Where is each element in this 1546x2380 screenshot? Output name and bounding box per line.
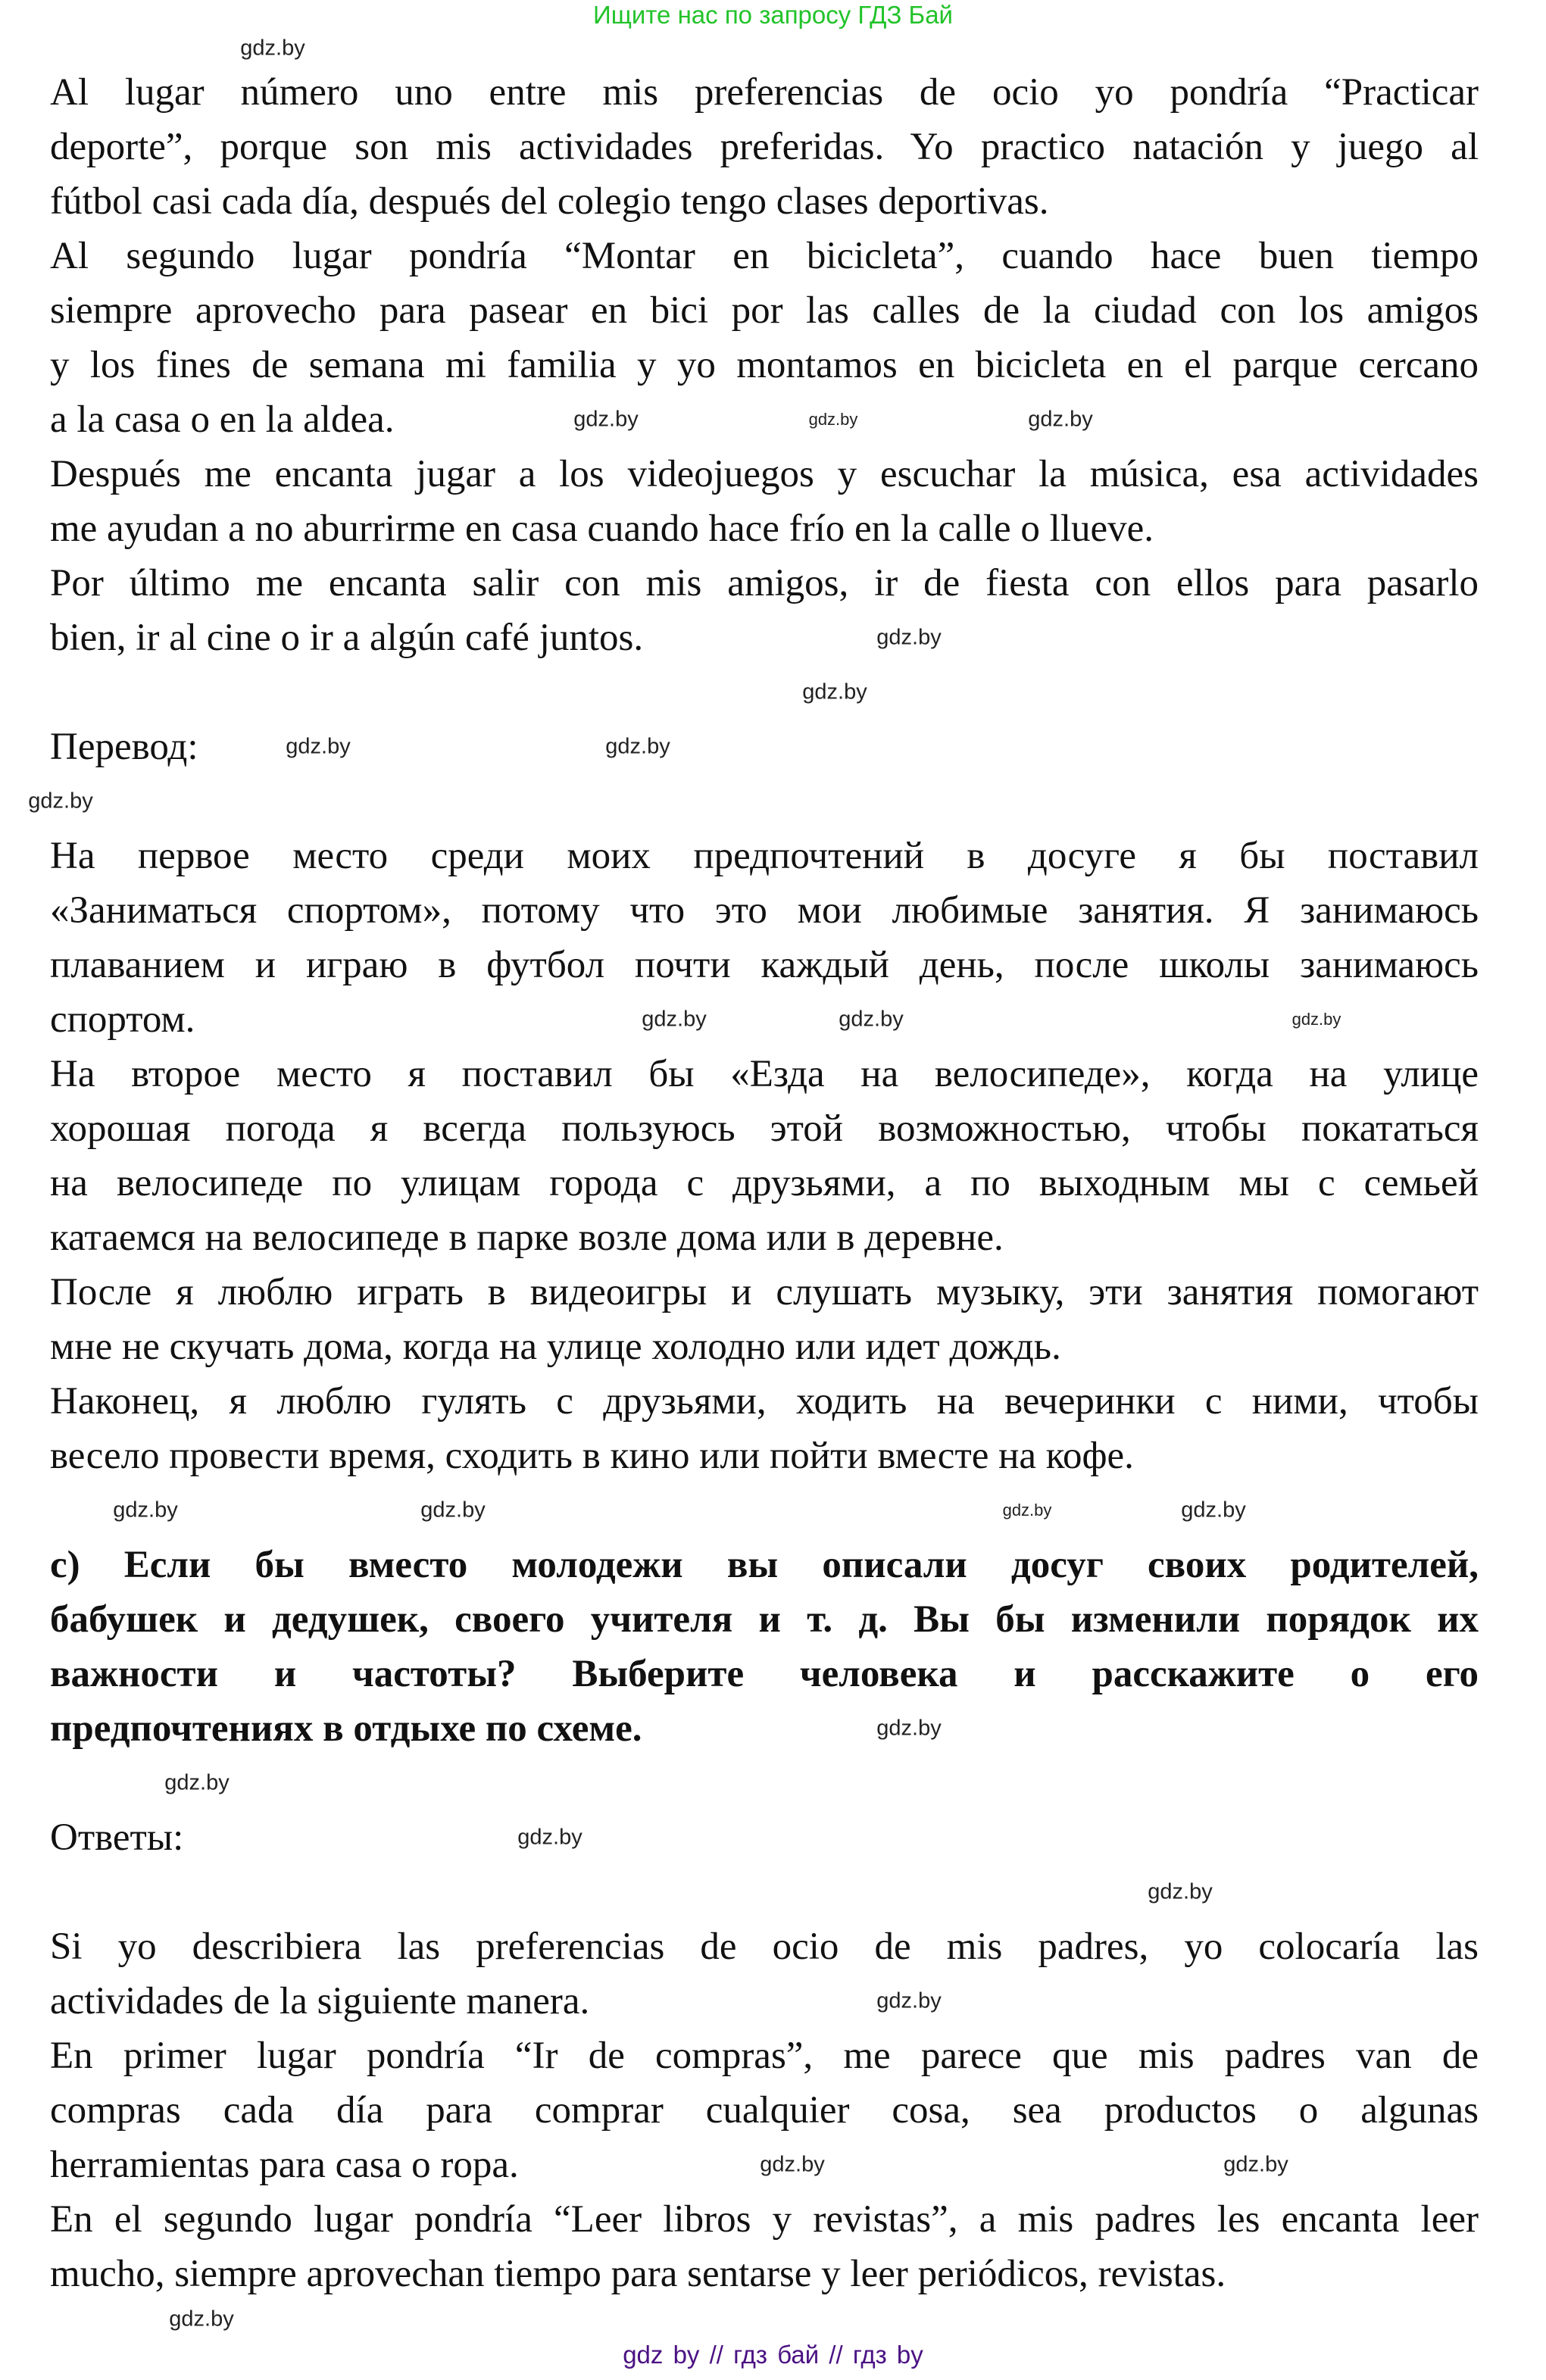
watermark: gdz.by bbox=[1291, 1010, 1341, 1029]
text-line: После я люблю играть в видеоигры и слушать музыку, эти занятия помогают bbox=[50, 1271, 1479, 1313]
search-banner[interactable]: Ищите нас по запросу ГДЗ Бай bbox=[593, 1, 953, 29]
text-line: herramientas para casa o ropa. bbox=[50, 2144, 519, 2186]
watermark: gdz.by bbox=[760, 2152, 825, 2177]
footer-links[interactable]: gdz by // гдз бай // гдз by bbox=[623, 2341, 923, 2369]
text-line: fútbol casi cada día, después del colegio tengo clases deportivas. bbox=[50, 180, 1049, 223]
watermark: gdz.by bbox=[286, 734, 351, 759]
text-line: плаванием и играю в футбол почти каждый день, после школы занимаюсь bbox=[50, 944, 1479, 986]
watermark: gdz.by bbox=[1002, 1501, 1052, 1520]
watermark: gdz.by bbox=[1148, 1879, 1213, 1904]
text-line: y los fines de semana mi familia y yo montamos en bicicleta en el parque cercano bbox=[50, 344, 1479, 386]
watermark: gdz.by bbox=[876, 1988, 942, 2013]
watermark: gdz.by bbox=[808, 410, 858, 429]
text-line: хорошая погода я всегда пользуюсь этой возможностью, чтобы покататься bbox=[50, 1107, 1479, 1150]
watermark: gdz.by bbox=[1181, 1498, 1246, 1523]
text-line: «Заниматься спортом», потому что это мои любимые занятия. Я занимаюсь bbox=[50, 889, 1479, 932]
watermark: gdz.by bbox=[240, 36, 305, 61]
text-line: Si yo describiera las preferencias de ocio de mis padres, yo colocaría las bbox=[50, 1926, 1479, 1968]
watermark: gdz.by bbox=[169, 2307, 234, 2332]
watermark: gdz.by bbox=[642, 1007, 707, 1032]
text-line: actividades de la siguiente manera. bbox=[50, 1980, 590, 2022]
text-line: siempre aprovecho para pasear en bici por las calles de la ciudad con los amigos bbox=[50, 289, 1479, 332]
text-line: bien, ir al cine o ir a algún café juntos. bbox=[50, 617, 644, 659]
blank-line bbox=[50, 1756, 1479, 1810]
text-line: на велосипеде по улицам города с друзьями, а по выходным мы с семьей bbox=[50, 1162, 1479, 1204]
text-line: Después me encanta jugar a los videojuegos y escuchar la música, esa actividades bbox=[50, 453, 1479, 495]
text-line: катаемся на велосипеде в парке возле дома или в деревне. bbox=[50, 1217, 1004, 1259]
text-line: En el segundo lugar pondría “Leer libros y revistas”, a mis padres les encanta leer bbox=[50, 2198, 1479, 2241]
text-line: важности и частоты? Выберите человека и расскажите о его bbox=[50, 1653, 1479, 1695]
blank-line bbox=[50, 1865, 1479, 1919]
text-line: предпочтениях в отдыхе по схеме. bbox=[50, 1707, 642, 1750]
text-line: Al segundo lugar pondría “Montar en bicicleta”, cuando hace buen tiempo bbox=[50, 235, 1479, 277]
watermark: gdz.by bbox=[573, 407, 639, 432]
watermark: gdz.by bbox=[420, 1498, 486, 1523]
text-line: deporte”, porque son mis actividades preferidas. Yo practico natación y juego al bbox=[50, 126, 1479, 168]
text-line: спортом. bbox=[50, 998, 195, 1041]
text-line: En primer lugar pondría “Ir de compras”, me parece que mis padres van de bbox=[50, 2035, 1479, 2077]
text-line: mucho, siempre aprovechan tiempo para sentarse y leer periódicos, revistas. bbox=[50, 2253, 1226, 2295]
text-line: Наконец, я люблю гулять с друзьями, ходить на вечеринки с ними, чтобы bbox=[50, 1380, 1479, 1423]
text-line: На второе место я поставил бы «Езда на велосипеде», когда на улице bbox=[50, 1053, 1479, 1095]
watermark: gdz.by bbox=[605, 734, 670, 759]
watermark: gdz.by bbox=[28, 789, 93, 814]
text-line: c) Если бы вместо молодежи вы описали досуг своих родителей, bbox=[50, 1544, 1479, 1586]
watermark: gdz.by bbox=[1223, 2152, 1288, 2177]
watermark: gdz.by bbox=[876, 625, 942, 650]
watermark: gdz.by bbox=[802, 679, 867, 704]
watermark: gdz.by bbox=[1028, 407, 1093, 432]
document-body bbox=[50, 65, 1479, 2301]
text-line: мне не скучать дома, когда на улице холодно или идет дождь. bbox=[50, 1326, 1061, 1368]
text-line: На первое место среди моих предпочтений в досуге я бы поставил bbox=[50, 835, 1479, 877]
text-line: Por último me encanta salir con mis amigos, ir de fiesta con ellos para pasarlo bbox=[50, 562, 1479, 604]
blank-line bbox=[50, 1483, 1479, 1538]
text-line: me ayudan a no aburrirme en casa cuando hace frío en la calle o llueve. bbox=[50, 508, 1154, 550]
watermark: gdz.by bbox=[876, 1716, 942, 1741]
watermark: gdz.by bbox=[113, 1498, 178, 1523]
text-line: Al lugar número uno entre mis preferencias de ocio yo pondría “Practicar bbox=[50, 71, 1479, 114]
text-line: compras cada día para comprar cualquier cosa, sea productos o algunas bbox=[50, 2089, 1479, 2132]
blank-line bbox=[50, 774, 1479, 829]
watermark: gdz.by bbox=[839, 1007, 904, 1032]
watermark: gdz.by bbox=[517, 1825, 582, 1850]
blank-line bbox=[50, 665, 1479, 720]
watermark: gdz.by bbox=[164, 1770, 230, 1795]
text-line: бабушек и дедушек, своего учителя и т. д. Вы бы изменили порядок их bbox=[50, 1598, 1479, 1641]
text-line: a la casa o en la aldea. bbox=[50, 398, 395, 441]
text-line: Перевод: bbox=[50, 726, 198, 768]
text-line: весело провести время, сходить в кино или пойти вместе на кофе. bbox=[50, 1435, 1134, 1477]
text-line: Ответы: bbox=[50, 1816, 184, 1859]
